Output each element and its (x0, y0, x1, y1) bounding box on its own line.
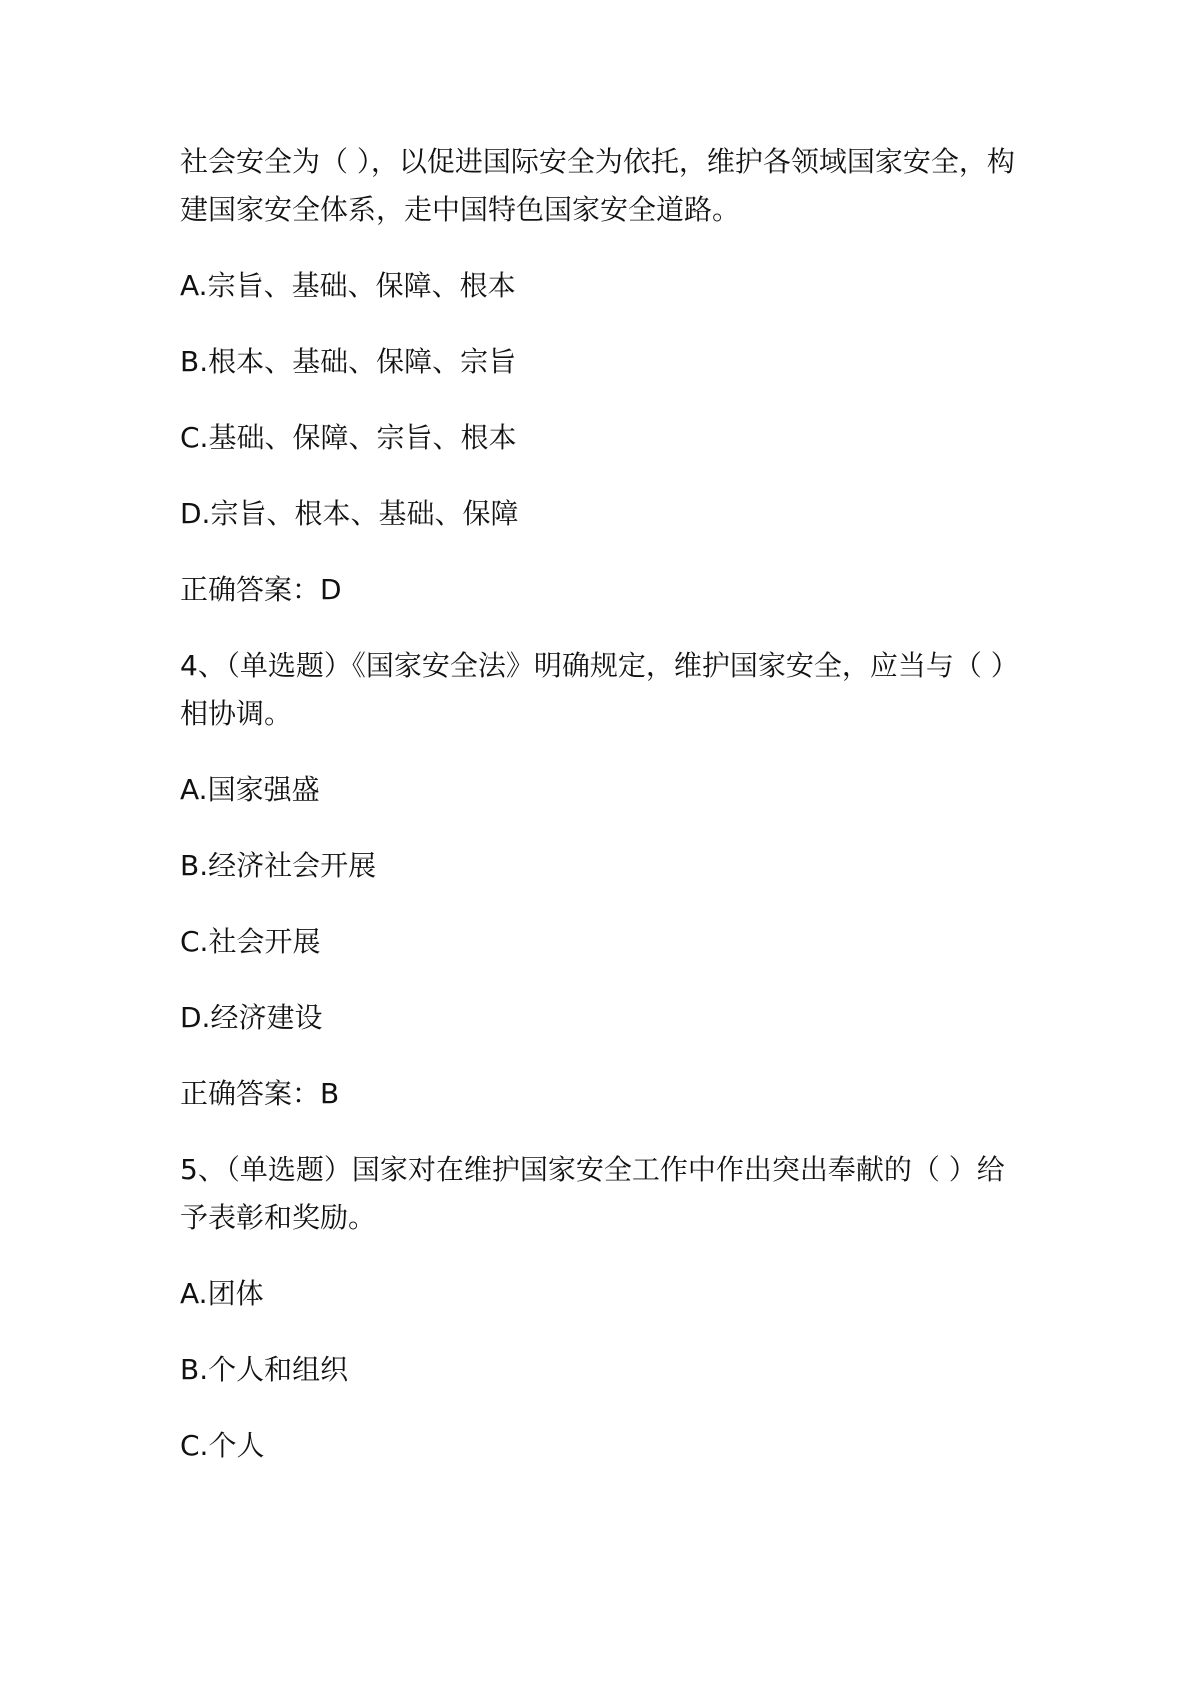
q3-correct-answer: 正确答案：D (180, 573, 342, 606)
q5-option-a: A.团体 (180, 1277, 264, 1310)
q4-option-c: C.社会开展 (180, 925, 321, 958)
q5-option-c: C.个人 (180, 1429, 265, 1462)
document-content (180, 138, 1020, 1498)
question-5-text: 5、（单选题）国家对在维护国家安全工作中作出突出奉献的（ ）给予表彰和奖励。 (180, 1153, 1005, 1234)
q4-correct-answer: 正确答案：B (180, 1077, 340, 1110)
q3-option-d: D.宗旨、根本、基础、保障 (180, 497, 519, 530)
q3-option-b: B.根本、基础、保障、宗旨 (180, 345, 517, 378)
q4-option-d: D.经济建设 (180, 1001, 323, 1034)
q4-option-b: B.经济社会开展 (180, 849, 377, 882)
question-4-text: 4、（单选题）《国家安全法》明确规定，维护国家安全，应当与（ ）相协调。 (180, 649, 1019, 730)
question-3-continuation: 社会安全为（ ），以促进国际安全为依托，维护各领域国家安全，构建国家安全体系，走中国特色国家安全道路。 (180, 145, 1015, 226)
q3-option-c: C.基础、保障、宗旨、根本 (180, 421, 517, 454)
q5-option-b: B.个人和组织 (180, 1353, 349, 1386)
q3-option-a: A.宗旨、基础、保障、根本 (180, 269, 516, 302)
q4-option-a: A.国家强盛 (180, 773, 320, 806)
